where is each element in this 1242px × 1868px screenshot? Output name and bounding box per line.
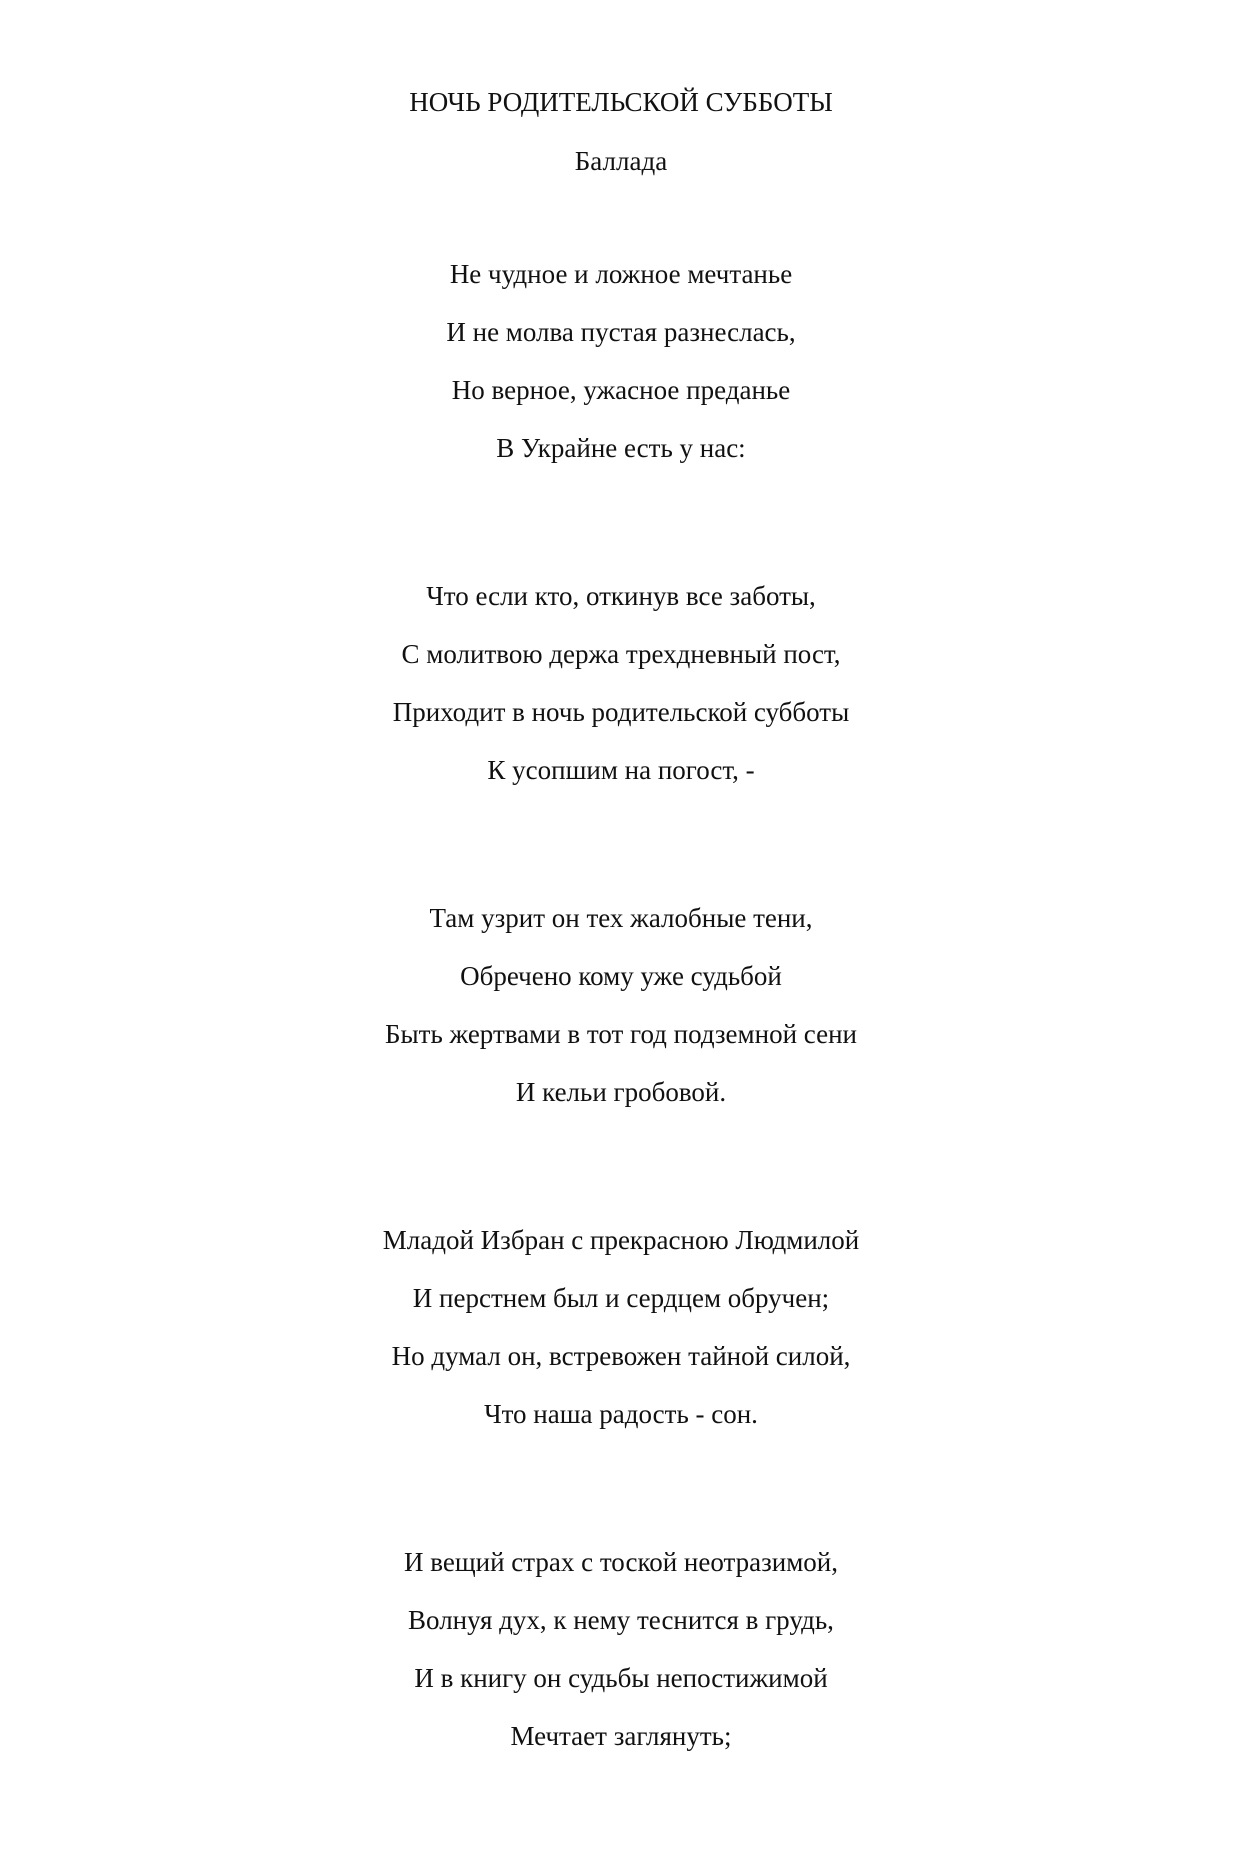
poem-line: Быть жертвами в тот год подземной сени [385,1019,857,1049]
stanza-1 [0,258,1242,464]
poem-line: Обречено кому уже судьбой [460,961,782,991]
poem-line: Мечтает заглянуть; [510,1721,732,1751]
stanza-2 [0,580,1242,786]
poem-line: И вещий страх с тоской неотразимой, [404,1547,838,1577]
poem-line: К усопшим на погост, - [487,755,755,785]
poem-line: И перстнем был и сердцем обручен; [412,1283,830,1313]
poem-line: С молитвою держа трехдневный пост, [401,639,841,669]
poem-line: Но думал он, встревожен тайной силой, [391,1341,851,1371]
poem-line: Что наша радость - сон. [484,1399,758,1429]
poem-line: Не чудное и ложное мечтанье [449,259,793,289]
poem-line: Но верное, ужасное преданье [451,375,791,405]
poem-line: Младой Избран с прекрасною Людмилой [382,1225,860,1255]
poem-line: Что если кто, откинув все заботы, [426,581,816,611]
stanza-4 [0,1224,1242,1430]
poem-line: И кельи гробовой. [515,1077,727,1107]
stanza-3 [0,902,1242,1108]
stanza-5 [0,1546,1242,1752]
poem-line: Приходит в ночь родительской субботы [392,697,850,727]
poem-line: И не молва пустая разнеслась, [446,317,796,347]
poem-line: Там узрит он тех жалобные тени, [429,903,813,933]
poem-line: Волнуя дух, к нему теснится в грудь, [408,1605,834,1635]
poem-body [0,258,1242,1868]
poem-line: В Украйне есть у нас: [496,433,746,463]
poem-subtitle: Баллада [574,146,668,176]
poem-line: И в книгу он судьбы непостижимой [414,1663,828,1693]
poem-title: НОЧЬ РОДИТЕЛЬСКОЙ СУББОТЫ [409,87,833,117]
